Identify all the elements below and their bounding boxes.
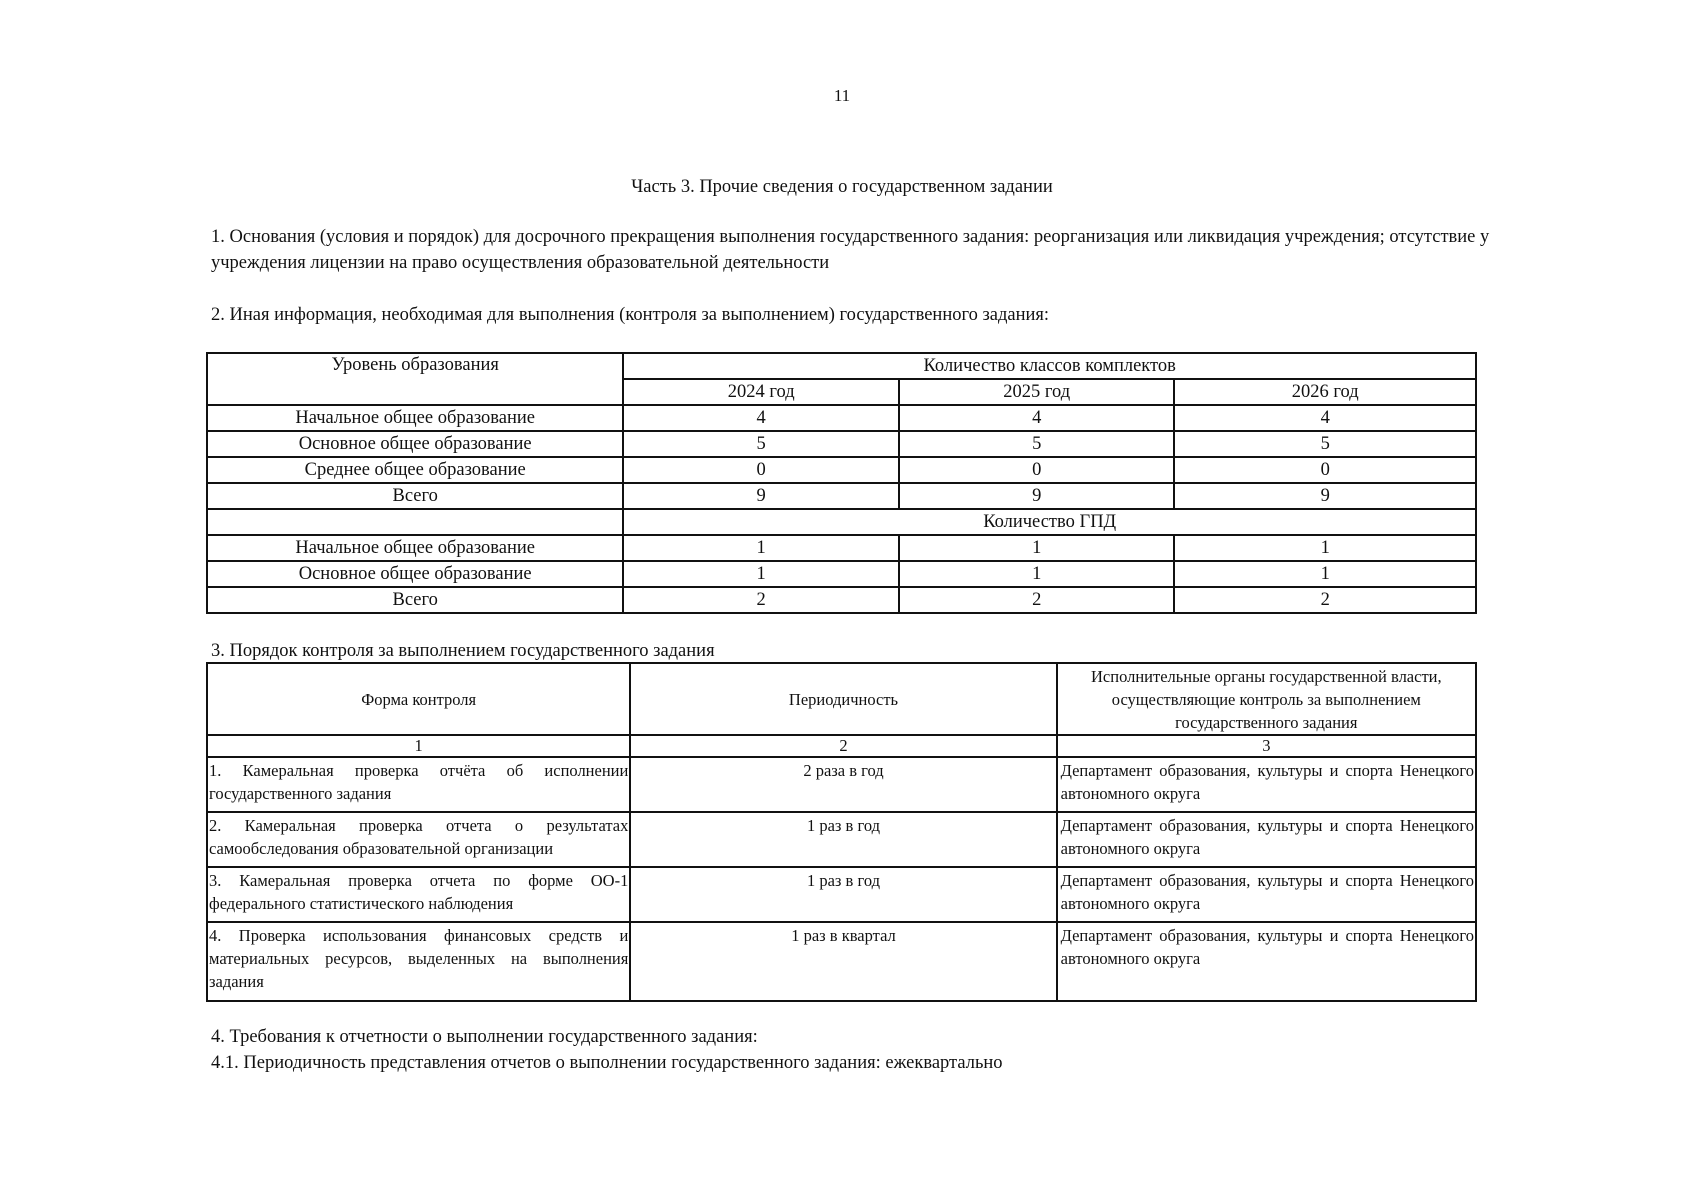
column-number: 1 — [207, 735, 630, 757]
cell-value: 2 — [899, 587, 1175, 613]
row-label: Начальное общее образование — [207, 405, 623, 431]
cell-value: 9 — [899, 483, 1175, 509]
row-label: Основное общее образование — [207, 561, 623, 587]
table-row — [207, 587, 1476, 613]
cell-value: 9 — [1174, 483, 1476, 509]
row-label: Начальное общее образование — [207, 535, 623, 561]
row-label: Всего — [207, 587, 623, 613]
control-authority: Департамент образования, культуры и спорта Ненецкого автономного округа — [1057, 812, 1476, 867]
cell-value: 0 — [623, 457, 899, 483]
cell-value: 1 — [1174, 561, 1476, 587]
row-label: Всего — [207, 483, 623, 509]
control-authority: Департамент образования, культуры и спорта Ненецкого автономного округа — [1057, 867, 1476, 922]
cell-value: 1 — [623, 561, 899, 587]
table-row — [207, 757, 1476, 812]
control-form: 2. Камеральная проверка отчета о результатах самообследования образовательной организации — [207, 812, 630, 867]
cell-value: 2 — [623, 587, 899, 613]
classes-header: Количество классов комплектов — [623, 353, 1476, 379]
control-period: 2 раза в год — [630, 757, 1056, 812]
table-row — [207, 483, 1476, 509]
year-header: 2025 год — [899, 379, 1175, 405]
cell-value: 0 — [899, 457, 1175, 483]
column-header: Форма контроля — [207, 663, 630, 735]
column-number: 3 — [1057, 735, 1476, 757]
control-table — [206, 662, 1477, 1002]
control-period: 1 раз в год — [630, 812, 1056, 867]
cell-value: 2 — [1174, 587, 1476, 613]
cell-value: 1 — [623, 535, 899, 561]
column-header: Исполнительные органы государственной власти, осуществляющие контроль за выполнением государственного задания — [1057, 663, 1476, 735]
table-row — [207, 867, 1476, 922]
table-row — [207, 812, 1476, 867]
cell-value: 5 — [1174, 431, 1476, 457]
control-period: 1 раз в квартал — [630, 922, 1056, 1001]
section-3-text: 3. Порядок контроля за выполнением государственного задания — [211, 641, 715, 661]
table-row — [207, 431, 1476, 457]
year-header: 2024 год — [623, 379, 899, 405]
cell-value: 1 — [1174, 535, 1476, 561]
cell-value: 4 — [623, 405, 899, 431]
row-label: Среднее общее образование — [207, 457, 623, 483]
section-4-text: 4. Требования к отчетности о выполнении государственного задания: — [211, 1027, 758, 1047]
cell-value: 0 — [1174, 457, 1476, 483]
column-header: Периодичность — [630, 663, 1056, 735]
cell-value: 4 — [899, 405, 1175, 431]
cell-value: 1 — [899, 561, 1175, 587]
table-row — [207, 535, 1476, 561]
page-number: 11 — [833, 86, 851, 105]
cell-value: 9 — [623, 483, 899, 509]
section-4-1-text: 4.1. Периодичность представления отчетов о выполнении государственного задания: ежеквартально — [211, 1053, 1003, 1073]
control-form: 4. Проверка использования финансовых средств и материальных ресурсов, выделенных на выполнения задания — [207, 922, 630, 1001]
control-form: 1. Камеральная проверка отчёта об исполнении государственного задания — [207, 757, 630, 812]
column-number: 2 — [630, 735, 1056, 757]
control-period: 1 раз в год — [630, 867, 1056, 922]
gpd-header: Количество ГПД — [623, 509, 1476, 535]
table-row — [207, 457, 1476, 483]
table-row — [207, 561, 1476, 587]
section-1-text: 1. Основания (условия и порядок) для досрочного прекращения выполнения государственного задания: реорганизация или ликвидация учреждения; отсутствие у учреждения лицензии на право осуществления образовательной деятельности — [211, 227, 1490, 273]
cell-value: 4 — [1174, 405, 1476, 431]
control-authority: Департамент образования, культуры и спорта Ненецкого автономного округа — [1057, 757, 1476, 812]
classes-table — [206, 352, 1477, 614]
table-row — [207, 922, 1476, 1001]
empty-cell — [207, 509, 623, 535]
part-title: Часть 3. Прочие сведения о государственном задании — [631, 177, 1053, 197]
row-label: Основное общее образование — [207, 431, 623, 457]
cell-value: 5 — [623, 431, 899, 457]
table-row — [207, 405, 1476, 431]
control-form: 3. Камеральная проверка отчета по форме ОО-1 федерального статистического наблюдения — [207, 867, 630, 922]
year-header: 2026 год — [1174, 379, 1476, 405]
control-authority: Департамент образования, культуры и спорта Ненецкого автономного округа — [1057, 922, 1476, 1001]
section-2-text: 2. Иная информация, необходимая для выполнения (контроля за выполнением) государственного задания: — [211, 305, 1050, 325]
cell-value: 1 — [899, 535, 1175, 561]
level-header: Уровень образования — [207, 353, 623, 405]
cell-value: 5 — [899, 431, 1175, 457]
